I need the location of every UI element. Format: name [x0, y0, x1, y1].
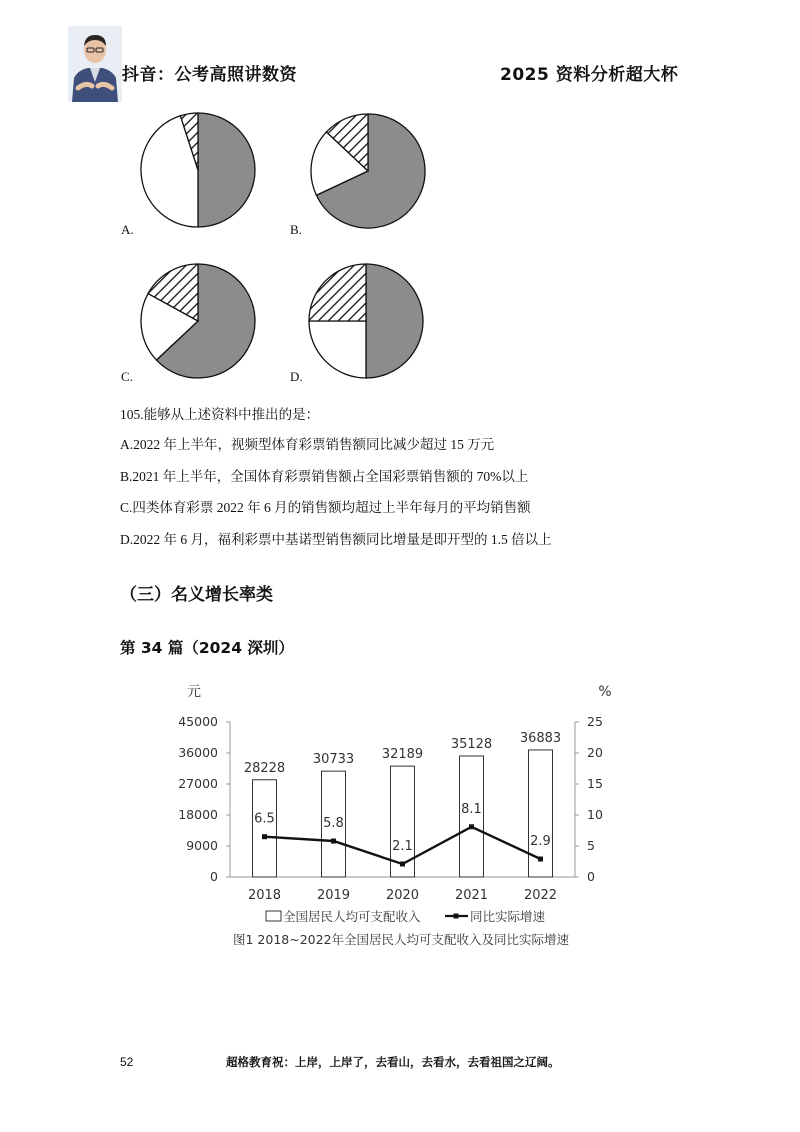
y-tick-right: 20: [587, 745, 603, 760]
footer-note: 超格教育祝：上岸，上岸了，去看山，去看水，去看祖国之辽阔。: [226, 1055, 560, 1069]
income-chart: [170, 680, 630, 955]
legend-line-label: 同比实际增速: [470, 909, 546, 924]
x-tick-2018: 2018: [247, 888, 282, 903]
y-tick-left: 0: [210, 869, 218, 884]
y-tick-left: 9000: [186, 838, 218, 853]
point-growth-2022: [538, 857, 543, 862]
pie-slice-hatch: [309, 264, 366, 321]
y-tick-left: 27000: [178, 776, 218, 791]
legend-bar-swatch: [266, 911, 281, 921]
question-stem: 105.能够从上述资料中推出的是：: [120, 407, 320, 422]
point-label-2018: 6.5: [254, 811, 275, 827]
point-label-2022: 2.9: [530, 834, 551, 850]
y-tick-left: 18000: [178, 807, 218, 822]
pie-option-c: [139, 262, 257, 380]
x-tick-2020: 2020: [385, 888, 420, 903]
option-label-c: C.: [121, 369, 133, 384]
chart-title: 图1 2018~2022年全国居民人均可支配收入及同比实际增速: [233, 932, 570, 947]
y-tick-right: 5: [587, 838, 595, 853]
option-label-d: D.: [290, 369, 303, 384]
choice-b: B.2021 年上半年，全国体育彩票销售额占全国彩票销售额的 70%以上: [120, 469, 529, 484]
option-label-b: B.: [290, 222, 302, 237]
pie-option-b: [309, 112, 427, 230]
y-tick-right: 25: [587, 714, 603, 729]
bar-label-2021: 35128: [450, 737, 493, 753]
header-right-title: 2025 资料分析超大杯: [500, 65, 679, 85]
bar-income-2018: [253, 780, 277, 877]
choice-d: D.2022 年 6 月，福利彩票中基诺型销售额同比增量是即开型的 1.5 倍以上: [120, 532, 552, 547]
y-axis-right-label: %: [598, 684, 612, 700]
y-tick-left: 36000: [178, 745, 218, 760]
section-subtitle: 第 34 篇（2024 深圳）: [120, 639, 294, 657]
option-label-a: A.: [121, 222, 134, 237]
page-number: 52: [120, 1055, 134, 1069]
pie-slice-gray: [198, 113, 255, 227]
point-growth-2020: [400, 861, 405, 866]
point-growth-2021: [469, 824, 474, 829]
point-growth-2018: [262, 834, 267, 839]
y-tick-right: 10: [587, 807, 603, 822]
x-tick-2021: 2021: [454, 888, 489, 903]
x-tick-2019: 2019: [316, 888, 351, 903]
point-label-2020: 2.1: [392, 838, 413, 854]
bar-label-2022: 36883: [519, 730, 562, 746]
pie-option-a: [139, 111, 257, 229]
bar-label-2020: 32189: [381, 747, 424, 763]
choice-c: C.四类体育彩票 2022 年 6 月的销售额均超过上半年每月的平均销售额: [120, 500, 531, 515]
x-tick-2022: 2022: [523, 888, 558, 903]
y-tick-right: 15: [587, 776, 603, 791]
y-axis-left-label: 元: [187, 684, 201, 700]
point-growth-2019: [331, 839, 336, 844]
bar-label-2019: 30733: [312, 752, 355, 768]
section-title: （三）名义增长率类: [120, 585, 273, 605]
point-label-2021: 8.1: [461, 801, 482, 817]
point-label-2019: 5.8: [323, 816, 344, 832]
pie-slice-gray: [366, 264, 423, 378]
legend-line-marker: [454, 914, 459, 919]
header-left-title: 抖音：公考高照讲数资: [122, 65, 297, 85]
choice-a: A.2022 年上半年，视频型体育彩票销售额同比减少超过 15 万元: [120, 437, 495, 452]
pie-option-d: [307, 262, 425, 380]
bar-label-2018: 28228: [243, 760, 286, 776]
avatar: [68, 26, 122, 102]
y-tick-left: 45000: [178, 714, 218, 729]
legend-bar-label: 全国居民人均可支配收入: [283, 909, 421, 924]
pie-slice-white: [309, 321, 366, 378]
y-tick-right: 0: [587, 869, 595, 884]
